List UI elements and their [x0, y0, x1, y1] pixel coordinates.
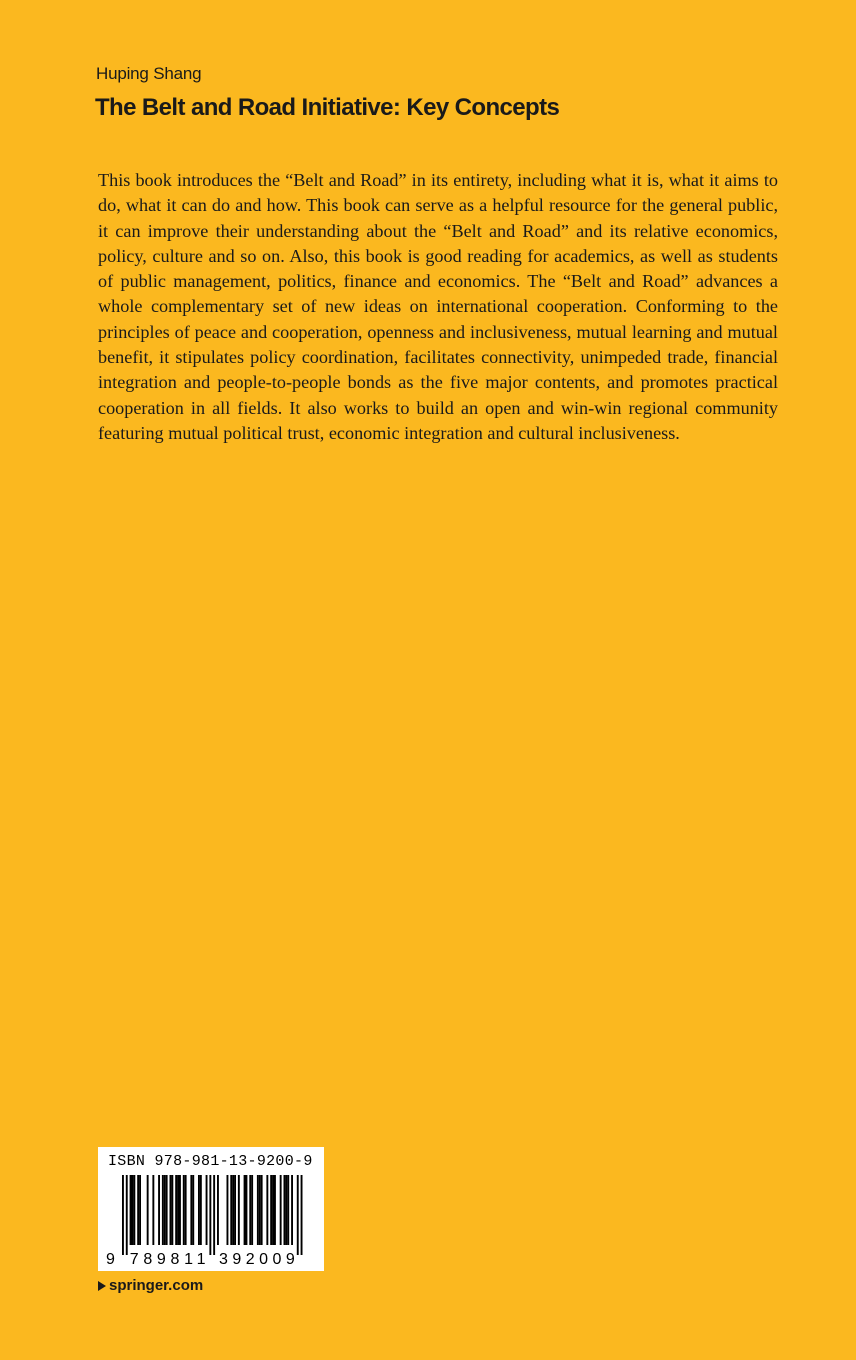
barcode-bar [198, 1175, 200, 1245]
ean-digit-group: 789811 [129, 1251, 206, 1268]
barcode-bar [164, 1175, 166, 1245]
ean-digits [106, 1251, 295, 1268]
barcode-bar [291, 1175, 293, 1245]
barcode-bar [287, 1175, 289, 1245]
barcode-bar [232, 1175, 234, 1245]
barcode-bar [147, 1175, 149, 1245]
barcode-bar [206, 1175, 208, 1245]
barcode-bar [132, 1175, 134, 1245]
barcode-bar [266, 1175, 268, 1245]
barcode-bar [244, 1175, 246, 1245]
isbn-label: ISBN 978-981-13-9200-9 [108, 1153, 313, 1170]
barcode-bar [152, 1175, 154, 1245]
isbn-barcode [98, 1147, 324, 1271]
barcode-bar [249, 1175, 251, 1245]
barcode-bar [301, 1175, 303, 1255]
publisher-website: springer.com [109, 1277, 204, 1294]
barcode-bar [130, 1175, 132, 1245]
ean-digit-group: 9 [106, 1251, 115, 1268]
barcode-bar [190, 1175, 192, 1245]
barcode-bar [227, 1175, 229, 1245]
barcode-bar [179, 1175, 181, 1245]
author-name: Huping Shang [96, 64, 202, 83]
barcode-bar [234, 1175, 236, 1245]
barcode-bar [284, 1175, 286, 1245]
barcode-bar [217, 1175, 219, 1245]
publisher-link[interactable] [98, 1277, 203, 1294]
barcode-bar [274, 1175, 276, 1245]
barcode-bar [158, 1175, 160, 1245]
barcode-bar [200, 1175, 202, 1245]
barcode-bar [185, 1175, 187, 1245]
barcode-bar [122, 1175, 124, 1255]
barcode-bar [137, 1175, 139, 1245]
book-title: The Belt and Road Initiative: Key Concepts [95, 94, 560, 121]
barcode-bar [285, 1175, 287, 1245]
barcode-bar [280, 1175, 282, 1245]
barcode-bar [209, 1175, 211, 1255]
barcode-bar [139, 1175, 141, 1245]
barcode-bar [213, 1175, 215, 1255]
barcode-bar [251, 1175, 253, 1245]
barcode-bar [259, 1175, 261, 1245]
barcode-bar [246, 1175, 248, 1245]
barcode-bar [261, 1175, 263, 1245]
barcode-bar [297, 1175, 299, 1255]
barcode-bar [183, 1175, 185, 1245]
book-description: This book introduces the “Belt and Road” in its entirety, including what it is, what it aims to do, what it can do and how. This book can serve as a helpful resource for the general public, it can improve their understanding about the “Belt and Road” and its relative economics, policy, culture and so on. Also, this book is good reading for academics, as well as students of public management, politics, finance and economics. The “Belt and Road” advances a whole complementary set of new ideas on international cooperation. Conforming to the principles of peace and cooperation, openness and inclusiveness, mutual learning and mutual benefit, it stipulates policy coordination, facilitates connectivity, unimpeded trade, financial integration and people-to-people bonds as the five major contents, and promotes practical cooperation in all fields. It also works to build an open and win-win regional community featuring mutual political trust, economic integration and cultural inclusiveness. [98, 170, 778, 443]
barcode-bar [126, 1175, 128, 1255]
barcode-bar [272, 1175, 274, 1245]
barcode-bar [162, 1175, 164, 1245]
barcode-bar [175, 1175, 177, 1245]
barcode-bars [98, 1147, 324, 1271]
barcode-bar [238, 1175, 240, 1245]
barcode-bar [133, 1175, 135, 1245]
ean-digit-group: 392009 [219, 1251, 295, 1268]
arrow-right-icon [98, 1281, 106, 1291]
barcode-bar [166, 1175, 168, 1245]
barcode-bar [170, 1175, 172, 1245]
barcode-bar [257, 1175, 259, 1245]
barcode-bar [270, 1175, 272, 1245]
barcode-bar [171, 1175, 173, 1245]
barcode-bar [230, 1175, 232, 1245]
barcode-bar [192, 1175, 194, 1245]
barcode-bar [177, 1175, 179, 1245]
